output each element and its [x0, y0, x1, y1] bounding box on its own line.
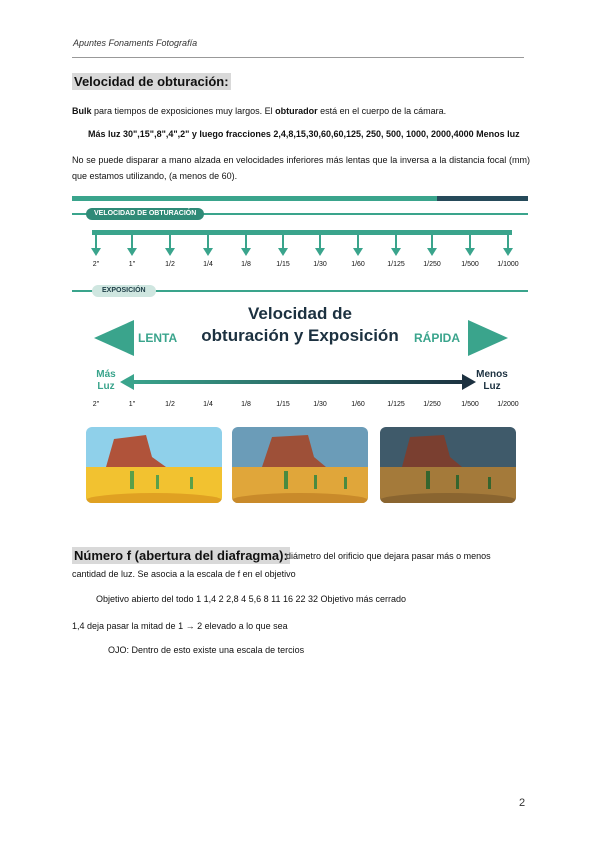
down-arrow-stem: [357, 234, 359, 250]
header-rule: [72, 57, 524, 58]
infographic-title-line1: Velocidad de: [248, 304, 352, 323]
paragraph-bulk: [72, 103, 532, 119]
desert-landscape-image: [86, 427, 222, 503]
down-arrow-icon: [391, 248, 401, 256]
down-arrow-stem: [245, 234, 247, 250]
tick-label: 1": [128, 261, 136, 268]
down-arrow-icon: [353, 248, 363, 256]
down-arrow-stem: [507, 234, 509, 250]
tick-label: 1/30: [313, 261, 327, 268]
paragraph-fstops: Objetivo abierto del todo 1 1,4 2 2,8 4 5,6 8 11 16 22 32 Objetivo más cerrado: [96, 594, 407, 604]
paragraph-handheld: No se puede disparar a mano alzada en velocidades inferiores más lentas que la inversa a la distancia focal (mm) que estamos utilizando, (a menos de 60).: [72, 155, 530, 181]
landscape-dark: [380, 427, 516, 503]
down-arrow-icon: [203, 248, 213, 256]
section-heading-aperture: Número f (abertura del diafragma):: [74, 548, 288, 563]
desert-landscape-image: [232, 427, 368, 503]
down-arrow-icon: [165, 248, 175, 256]
paragraph-thirds: OJO: Dentro de esto existe una escala de tercios: [108, 645, 305, 655]
down-arrow-stem: [131, 234, 133, 250]
down-arrow-icon: [427, 248, 437, 256]
down-arrow-stem: [395, 234, 397, 250]
more-light-line1: Más: [96, 369, 116, 380]
down-arrow-stem: [469, 234, 471, 250]
down-arrow-icon: [91, 248, 101, 256]
bulk-text: para tiempos de exposiciones muy largos. El: [91, 106, 276, 116]
right-arrow-icon: [468, 320, 508, 356]
section-heading-shutter: Velocidad de obturación:: [74, 74, 229, 89]
shutter-arrows: [84, 230, 524, 260]
bulk-term: Bulk: [72, 106, 92, 116]
down-arrow-stem: [95, 234, 97, 250]
down-arrow-stem: [169, 234, 171, 250]
tick-label: 1": [128, 401, 136, 408]
page-number: 2: [519, 797, 526, 809]
tick-label: 2": [92, 401, 100, 408]
paragraph-speeds: Más luz 30",15",8",4",2" y luego fracciones 2,4,8,15,30,60,60,125, 250, 500, 1000, 2000,4000 Menos luz: [88, 129, 520, 139]
paragraph-half: 1,4 deja pasar la mitad de 1 → 2 elevado a lo que sea: [72, 621, 288, 631]
down-arrow-icon: [278, 248, 288, 256]
tick-label: 1/125: [387, 261, 405, 268]
less-light-line2: Luz: [483, 381, 501, 392]
tick-label: 1/8: [241, 401, 251, 408]
tick-label: 1/125: [387, 401, 405, 408]
down-arrow-stem: [207, 234, 209, 250]
down-arrow-stem: [319, 234, 321, 250]
desert-landscape-image: [380, 427, 516, 503]
tick-label: 1/4: [203, 401, 213, 408]
tick-label: 1/250: [423, 261, 441, 268]
down-arrow-stem: [282, 234, 284, 250]
tick-label: 1/1000: [497, 261, 519, 268]
exposure-pill: EXPOSICIÓN: [92, 285, 156, 297]
landscape-medium: [232, 427, 368, 503]
tick-label: 1/15: [276, 261, 290, 268]
paragraph-aperture-1: diámetro del orificio que dejara pasar más o menos: [286, 551, 491, 561]
tick-label: 1/2: [165, 401, 175, 408]
light-arrow: [118, 372, 478, 392]
tick-label: 1/250: [423, 401, 441, 408]
slow-label: LENTA: [138, 331, 178, 345]
tick-label: 1/500: [461, 401, 479, 408]
landscape-bright: [86, 427, 222, 503]
tick-label: 1/30: [313, 401, 327, 408]
tick-label: 1/2: [165, 261, 175, 268]
tick-label: 1/60: [351, 401, 365, 408]
down-arrow-icon: [465, 248, 475, 256]
down-arrow-icon: [127, 248, 137, 256]
tick-label: 1/8: [241, 261, 251, 268]
tick-label: 1/15: [276, 401, 290, 408]
shutter-term: obturador: [275, 106, 318, 116]
less-light-line1: Menos: [476, 369, 508, 380]
more-light-line2: Luz: [97, 381, 115, 392]
down-arrow-icon: [315, 248, 325, 256]
tick-label: 1/2000: [497, 401, 519, 408]
fast-label: RÁPIDA: [414, 331, 461, 345]
infographic-title-line2: obturación y Exposición: [201, 326, 399, 345]
bulk-text-2: está en el cuerpo de la cámara.: [317, 106, 447, 116]
tick-label: 1/500: [461, 261, 479, 268]
tick-label: 1/60: [351, 261, 365, 268]
shutter-speed-pill: VELOCIDAD DE OBTURACIÓN: [86, 208, 204, 220]
more-light-label: [88, 369, 124, 393]
down-arrow-stem: [431, 234, 433, 250]
tick-label: 1/4: [203, 261, 213, 268]
paragraph-aperture-2: cantidad de luz. Se asocia a la escala de f en el objetivo: [72, 569, 296, 579]
infographic-top-bar-dark: [437, 196, 528, 201]
less-light-label: [470, 369, 514, 393]
header-title: Apuntes Fonaments Fotografía: [73, 38, 198, 48]
left-arrow-icon: [94, 320, 134, 356]
down-arrow-icon: [241, 248, 251, 256]
tick-label: 2": [92, 261, 100, 268]
down-arrow-icon: [503, 248, 513, 256]
